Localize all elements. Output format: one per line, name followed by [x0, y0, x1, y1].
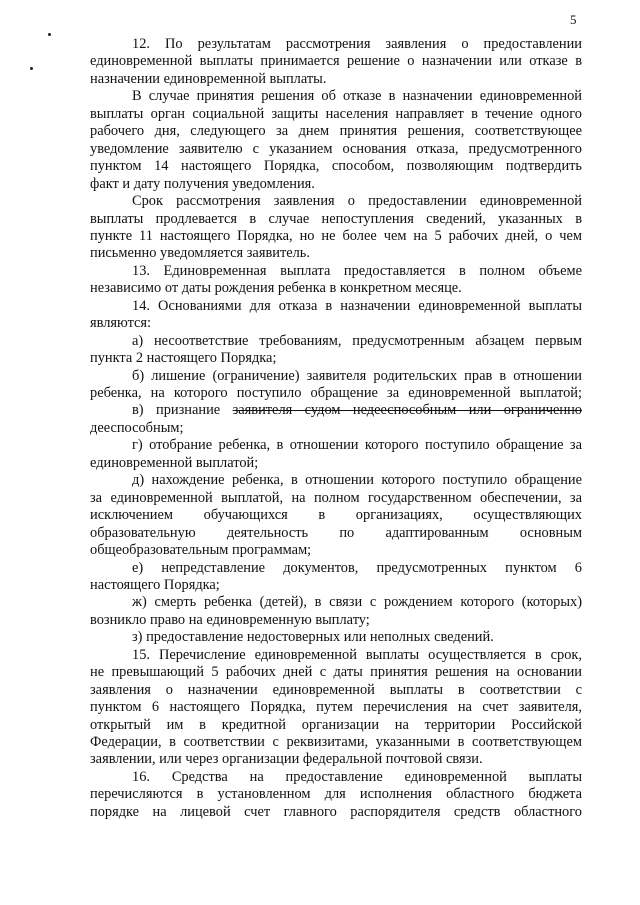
text-line: возникло право на единовременную выплату;	[90, 612, 370, 628]
text-line: В случае принятия решения об отказе в назначении единовременной	[132, 88, 582, 104]
text-line: Срок рассмотрения заявления о предоставлении единовременной	[132, 193, 582, 209]
text-line: независимо от даты рождения ребенка в конкретном месяце.	[90, 280, 462, 296]
text-line: 13. Единовременная выплата предоставляется в полном объеме	[132, 263, 582, 279]
text-line: пунктом 14 настоящего Порядка, способом, позволяющим подтвердить	[90, 158, 582, 174]
text-line: г) отобрание ребенка, в отношении которого поступило обращение за	[132, 437, 582, 453]
text-line: ж) смерть ребенка (детей), в связи с рождением которого (которых)	[132, 594, 582, 610]
text-line: заявления о назначении единовременной выплаты в соответствии с	[90, 682, 582, 698]
text-line: з) предоставление недостоверных или неполных сведений.	[132, 629, 494, 645]
text-line: пункте 11 настоящего Порядка, но не более чем на 5 рабочих дней, о чем	[90, 228, 582, 244]
text-line: общеобразовательным программам;	[90, 542, 312, 558]
text-line: за единовременной выплатой, на полном государственном обеспечении, за	[90, 490, 582, 506]
text-line: 15. Перечисление единовременной выплаты осуществляется в срок,	[132, 647, 582, 663]
text-line: Федерации, в соответствии с реквизитами, указанными в соответствующем	[90, 734, 582, 750]
scan-dot	[30, 67, 33, 70]
text-line: настоящего Порядка;	[90, 577, 220, 593]
text-line: выплаты орган социальной защиты населения направляет в течение одного	[90, 106, 582, 122]
text-line: е) непредставление документов, предусмотренных пунктом 6	[132, 560, 582, 576]
text-line: пунктом 6 настоящего Порядка, путем перечисления на счет заявителя,	[90, 699, 582, 715]
text-line: назначении единовременной выплаты.	[90, 71, 327, 87]
text-line: рабочего дня, следующего за днем принятия решения, соответствующее	[90, 123, 582, 139]
text-line: д) нахождение ребенка, в отношении которого поступило обращение	[132, 472, 582, 488]
text-line: единовременной выплатой;	[90, 455, 259, 471]
text-line: перечисляются в установленном для исполнения областного бюджета	[90, 786, 582, 802]
text-line: являются:	[90, 315, 152, 331]
text-line: открытый им в кредитной организации на территории Российской	[90, 717, 582, 733]
text-line: 16. Средства на предоставление единовременной выплаты	[132, 769, 582, 785]
text-line: 12. По результатам рассмотрения заявления о предоставлении	[132, 36, 582, 52]
text-line: образовательную деятельность по адаптированным основным	[90, 525, 582, 541]
text-line: единовременной выплаты принимается решение о назначении или отказе в	[90, 53, 582, 69]
text-line: не превышающий 5 рабочих дней с даты принятия решения на основании	[90, 664, 582, 680]
text-line: выплаты продлевается в случае непоступления сведений, указанных в	[90, 211, 582, 227]
text-line: факт и дату получения уведомления.	[90, 176, 315, 192]
text-line: б) лишение (ограничение) заявителя родительских прав в отношении	[132, 368, 582, 384]
text-line: письменно уведомляется заявитель.	[90, 245, 310, 261]
text-line: в) признание заявителя судом недееспособным или ограниченно	[132, 402, 582, 418]
text-line: 14. Основаниями для отказа в назначении единовременной выплаты	[132, 298, 582, 314]
text-line: исключением обучающихся в организациях, осуществляющих	[90, 507, 582, 523]
text-line: пункта 2 настоящего Порядка;	[90, 350, 277, 366]
page-number: 5	[570, 12, 577, 27]
text-line: уведомление заявителю с указанием основания отказа, предусмотренного	[90, 141, 582, 157]
text-line: ребенка, на которого поступило обращение за единовременной выплатой;	[90, 385, 582, 401]
text-line: дееспособным;	[90, 420, 184, 436]
text-line: заявлении, или через организации федеральной почтовой связи.	[90, 751, 483, 767]
text-line: а) несоответствие требованиям, предусмотренным абзацем первым	[132, 333, 582, 349]
text-line: порядке на лицевой счет главного распорядителя средств областного	[90, 804, 582, 820]
scan-dot	[48, 33, 51, 36]
